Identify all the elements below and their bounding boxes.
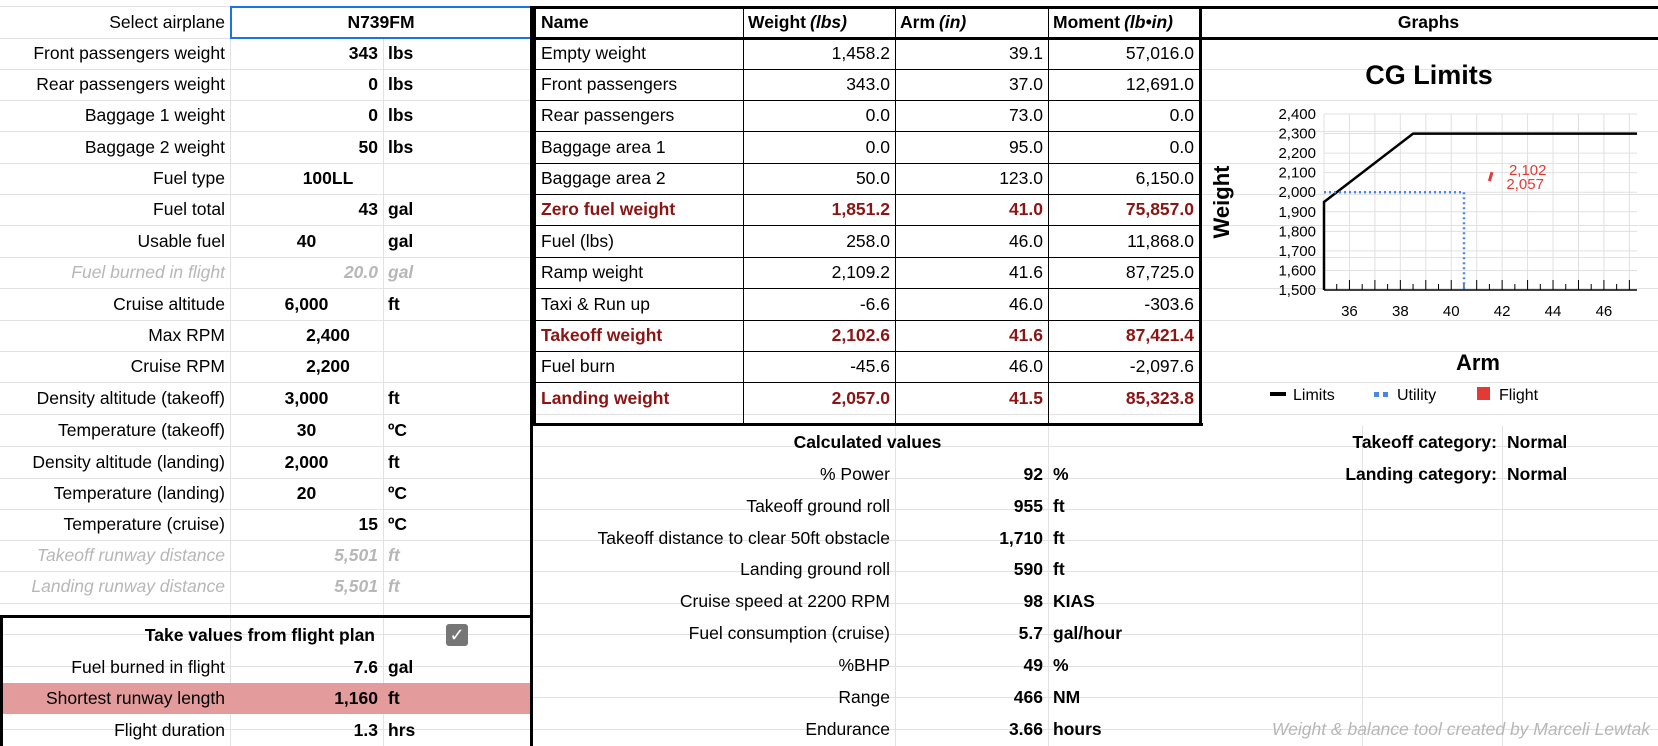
input-label: Fuel type: [153, 168, 225, 188]
wb-row-name: Fuel burn: [541, 356, 615, 376]
calc-value: 590: [1013, 558, 1043, 579]
input-value[interactable]: 20: [296, 483, 317, 503]
graphs-header: Graphs: [1397, 11, 1460, 32]
border: [530, 6, 533, 746]
flightplan-unit: hrs: [388, 719, 416, 740]
calc-value: 1,710: [999, 527, 1043, 548]
x-tick-label: 46: [1595, 303, 1613, 320]
calc-unit: KIAS: [1053, 590, 1095, 611]
x-tick-label: 38: [1391, 303, 1409, 320]
column-header-moment: [1048, 6, 1199, 38]
wb-row-arm: 123.0: [999, 168, 1043, 188]
input-label: Rear passengers weight: [36, 74, 225, 94]
calc-label: Landing ground roll: [740, 558, 890, 579]
column-header-arm: [895, 6, 1048, 38]
calc-value: 466: [1013, 686, 1043, 707]
calc-value: 5.7: [1018, 622, 1043, 643]
input-unit: ºC: [388, 483, 408, 503]
legend-swatch-utility: [1383, 392, 1388, 397]
landing-category-value: Normal: [1507, 463, 1568, 484]
input-label: Takeoff runway distance: [36, 545, 225, 565]
wb-row-name: Landing weight: [541, 387, 670, 408]
y-tick-label: 2,000: [1278, 184, 1316, 202]
wb-row-arm: 37.0: [1008, 74, 1043, 94]
calc-unit: %: [1053, 463, 1069, 484]
wb-row-arm: 95.0: [1008, 136, 1043, 157]
flight-annotation: 2,057: [1506, 176, 1544, 194]
wb-row-moment: 11,868.0: [1127, 230, 1194, 251]
y-tick-label: 1,500: [1278, 282, 1316, 299]
flightplan-value[interactable]: 1.3: [353, 719, 378, 740]
input-value[interactable]: 0: [368, 74, 378, 94]
border: [1199, 6, 1658, 9]
header-text: Name: [541, 11, 589, 32]
calc-unit: hours: [1053, 718, 1102, 739]
series-utility: [1324, 192, 1464, 290]
wb-row-arm: 46.0: [1008, 356, 1043, 376]
calc-label: Takeoff ground roll: [746, 495, 890, 516]
takeoff-category-value: Normal: [1507, 431, 1568, 452]
wb-row-weight: 258.0: [846, 230, 890, 251]
wb-row-weight: 2,102.6: [831, 325, 890, 345]
input-unit: gal: [388, 262, 414, 282]
calc-title: Calculated values: [793, 431, 942, 452]
credit-text: Weight & balance tool created by Marceli Lewtak: [1271, 718, 1650, 739]
wb-row-arm: 41.0: [1008, 199, 1043, 219]
input-unit: ft: [388, 545, 400, 565]
calc-unit: gal/hour: [1053, 622, 1123, 643]
border: [533, 37, 1203, 40]
wb-row-arm: 39.1: [1008, 43, 1043, 63]
flightplan-unit: ft: [388, 687, 400, 708]
input-label: Landing runway distance: [31, 576, 225, 596]
input-label: Temperature (takeoff): [58, 419, 225, 440]
y-tick-label: 1,700: [1278, 242, 1316, 260]
input-value[interactable]: 5,501: [334, 545, 378, 565]
calc-label: %BHP: [838, 654, 890, 675]
airplane-select[interactable]: N739FM: [347, 11, 415, 32]
wb-row-name: Takeoff weight: [541, 325, 663, 345]
input-value[interactable]: 343: [348, 43, 378, 63]
wb-row-arm: 41.6: [1008, 325, 1043, 345]
wb-row-moment: 85,323.8: [1125, 387, 1194, 408]
wb-row-moment: 87,725.0: [1125, 262, 1194, 282]
col-border: [1048, 6, 1049, 423]
wb-row-name: Baggage area 2: [541, 168, 666, 188]
calc-value: 49: [1023, 654, 1043, 675]
selected-cell: [230, 6, 533, 39]
calc-label: Takeoff distance to clear 50ft obstacle: [597, 527, 890, 548]
input-unit: lbs: [388, 74, 414, 94]
input-label: Fuel burned in flight: [71, 262, 225, 282]
y-tick-label: 1,600: [1278, 262, 1316, 280]
input-value[interactable]: 2,400: [306, 325, 350, 345]
input-value[interactable]: 15: [358, 514, 378, 534]
row-border: [536, 320, 1199, 321]
x-tick-label: 40: [1442, 303, 1460, 320]
wb-row-arm: 73.0: [1008, 105, 1043, 125]
flightplan-checkbox[interactable]: ✓: [446, 624, 468, 646]
x-tick-label: 42: [1493, 303, 1511, 320]
input-unit: ft: [388, 576, 400, 596]
row-border: [536, 69, 1199, 70]
input-value[interactable]: 0: [368, 105, 378, 125]
calc-unit: %: [1053, 654, 1069, 675]
x-tick-label: 44: [1544, 303, 1562, 320]
calc-unit: ft: [1053, 527, 1065, 548]
input-label: Cruise altitude: [113, 293, 225, 314]
y-tick-label: 2,100: [1278, 164, 1316, 182]
wb-row-moment: 87,421.4: [1125, 325, 1194, 345]
input-unit: gal: [388, 230, 414, 251]
x-axis-title: Arm: [1455, 350, 1501, 375]
input-value[interactable]: 2,200: [306, 356, 350, 376]
legend-label: Utility: [1397, 387, 1437, 404]
border: [0, 616, 3, 746]
wb-row-weight: 0.0: [865, 105, 890, 125]
input-label: Select airplane: [109, 11, 225, 32]
wb-row-arm: 41.5: [1008, 387, 1043, 408]
wb-row-name: Front passengers: [541, 74, 678, 94]
flightplan-title: Take values from flight plan: [144, 624, 375, 645]
input-value[interactable]: 2,000: [284, 451, 329, 472]
input-unit: lbs: [388, 43, 414, 63]
calc-value: 98: [1023, 590, 1043, 611]
input-label: Temperature (cruise): [63, 514, 225, 534]
wb-row-name: Rear passengers: [541, 105, 675, 125]
calc-unit: ft: [1053, 558, 1065, 579]
wb-row-weight: 343.0: [846, 74, 890, 94]
border: [0, 615, 533, 618]
col-border: [895, 6, 896, 423]
input-unit: gal: [388, 199, 414, 219]
row-border: [536, 225, 1199, 226]
input-unit: lbs: [388, 105, 414, 125]
calc-label: Cruise speed at 2200 RPM: [679, 590, 890, 611]
calc-label: % Power: [819, 463, 890, 484]
legend-swatch-flight: [1477, 387, 1490, 400]
flightplan-label: Flight duration: [114, 719, 225, 740]
input-value[interactable]: 20.0: [343, 262, 378, 282]
wb-row-weight: 0.0: [865, 136, 890, 157]
input-unit: ft: [388, 387, 400, 408]
header-unit: (in): [939, 11, 967, 32]
row-border: [536, 163, 1199, 164]
wb-row-moment: 12,691.0: [1125, 74, 1194, 94]
wb-row-weight: -6.6: [859, 293, 890, 314]
input-label: Baggage 1 weight: [84, 105, 225, 125]
flightplan-label: Fuel burned in flight: [71, 656, 225, 677]
input-value[interactable]: 40: [296, 230, 317, 251]
calc-label: Fuel consumption (cruise): [688, 622, 890, 643]
row-border: [536, 382, 1199, 383]
wb-row-name: Fuel (lbs): [541, 230, 614, 251]
wb-row-moment: 6,150.0: [1135, 168, 1194, 188]
header-text: Weight: [748, 11, 807, 32]
wb-row-name: Zero fuel weight: [541, 199, 676, 219]
row-border: [536, 194, 1199, 195]
wb-row-weight: 2,109.2: [831, 262, 890, 282]
wb-row-name: Empty weight: [541, 43, 647, 63]
row-border: [536, 351, 1199, 352]
y-tick-label: 1,900: [1278, 203, 1316, 221]
wb-row-name: Taxi & Run up: [541, 293, 650, 314]
wb-row-moment: 0.0: [1169, 105, 1194, 125]
input-value[interactable]: 6,000: [284, 293, 329, 314]
flightplan-unit: gal: [388, 656, 414, 677]
wb-row-arm: 41.6: [1008, 262, 1043, 282]
takeoff-category-label: Takeoff category:: [1352, 431, 1497, 452]
x-tick-label: 36: [1341, 303, 1358, 320]
calc-label: Range: [838, 686, 890, 707]
calc-value: 3.66: [1008, 718, 1043, 739]
input-unit: ºC: [388, 419, 408, 440]
row-border: [536, 257, 1199, 258]
y-tick-label: 1,800: [1278, 223, 1316, 241]
header-unit: (lbs): [810, 11, 847, 32]
input-unit: ºC: [388, 514, 408, 534]
row-border: [536, 288, 1199, 289]
wb-row-moment: 75,857.0: [1125, 199, 1194, 219]
col-border: [743, 6, 744, 423]
column-header-weight: [743, 6, 895, 38]
input-label: Fuel total: [153, 199, 225, 219]
input-value[interactable]: 5,501: [334, 576, 378, 596]
input-value[interactable]: 50: [358, 136, 378, 157]
flightplan-label: Shortest runway length: [46, 687, 225, 708]
wb-row-moment: 0.0: [1169, 136, 1194, 157]
y-tick-label: 2,300: [1278, 125, 1316, 143]
chart-title: CG Limits: [1365, 60, 1493, 90]
header-text: Moment: [1053, 11, 1121, 32]
wb-row-weight: 1,851.2: [831, 199, 890, 219]
calc-unit: ft: [1053, 495, 1065, 516]
input-value[interactable]: 30: [296, 419, 317, 440]
legend-label: Flight: [1499, 387, 1539, 404]
wb-row-weight: 1,458.2: [831, 43, 890, 63]
flight-annotation: 2,102: [1508, 162, 1547, 180]
column-header-name: [536, 6, 743, 38]
y-tick-label: 2,200: [1278, 145, 1316, 163]
calc-value: 92: [1023, 463, 1043, 484]
input-label: Front passengers weight: [33, 43, 225, 63]
cg-limits-chart: [1200, 40, 1658, 415]
calc-value: 955: [1013, 495, 1043, 516]
input-value[interactable]: 100LL: [302, 168, 354, 188]
wb-row-moment: -2,097.6: [1129, 356, 1194, 376]
wb-row-moment: -303.6: [1144, 293, 1194, 314]
flightplan-value[interactable]: 7.6: [353, 656, 378, 677]
header-unit: (lb•in): [1124, 11, 1173, 32]
wb-row-arm: 46.0: [1008, 230, 1043, 251]
input-value[interactable]: 3,000: [284, 387, 329, 408]
input-unit: ft: [388, 451, 400, 472]
y-axis-title: Weight: [1209, 165, 1234, 239]
wb-row-weight: 50.0: [855, 168, 890, 188]
legend-swatch-utility: [1374, 392, 1379, 397]
row-border: [536, 131, 1199, 132]
calc-label: Endurance: [805, 718, 890, 739]
wb-row-moment: 57,016.0: [1125, 43, 1194, 63]
wb-row-weight: 2,057.0: [831, 387, 890, 408]
landing-category-label: Landing category:: [1345, 463, 1497, 484]
input-label: Cruise RPM: [130, 356, 225, 376]
calc-unit: NM: [1053, 686, 1081, 707]
input-value[interactable]: 43: [358, 199, 378, 219]
series-flight: [1489, 172, 1492, 181]
input-label: Density altitude (takeoff): [36, 387, 225, 408]
input-label: Usable fuel: [137, 230, 225, 251]
input-unit: lbs: [388, 136, 414, 157]
input-label: Density altitude (landing): [32, 451, 225, 472]
wb-row-name: Baggage area 1: [541, 136, 666, 157]
input-label: Max RPM: [148, 325, 225, 345]
row-border: [536, 100, 1199, 101]
wb-row-weight: -45.6: [850, 356, 890, 376]
wb-row-name: Ramp weight: [541, 262, 644, 282]
input-label: Baggage 2 weight: [84, 136, 225, 157]
wb-row-arm: 46.0: [1008, 293, 1043, 314]
border: [533, 6, 1203, 9]
header-text: Arm: [900, 11, 936, 32]
y-tick-label: 2,400: [1278, 106, 1316, 123]
input-label: Temperature (landing): [53, 483, 225, 503]
legend-label: Limits: [1293, 387, 1335, 404]
input-unit: ft: [388, 293, 400, 314]
flightplan-value[interactable]: 1,160: [334, 687, 378, 708]
